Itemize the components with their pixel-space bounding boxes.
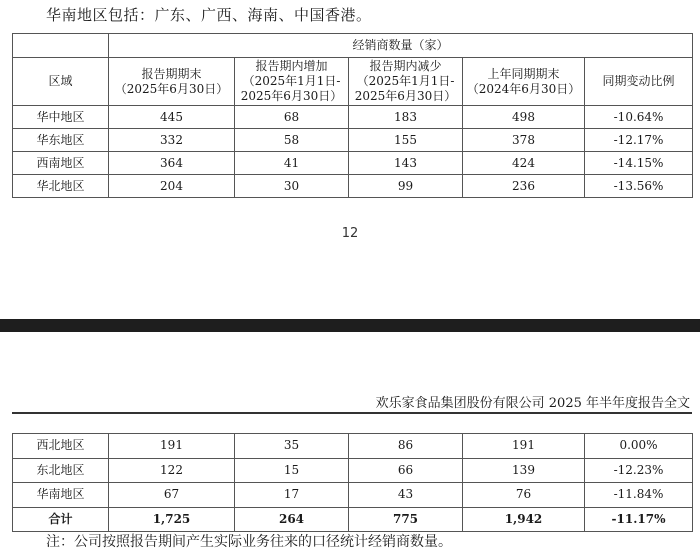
- running-header: 欢乐家食品集团股份有限公司 2025 年半年度报告全文: [375, 396, 690, 411]
- header-cell: 区域: [13, 58, 109, 106]
- dealer-table-part2: [12, 433, 693, 532]
- table-cell: 67: [109, 483, 235, 508]
- dealer-table-part1: [12, 33, 693, 198]
- table-cell: 华东地区: [13, 129, 109, 152]
- header-row: [13, 58, 693, 106]
- table-cell: 66: [349, 458, 463, 483]
- table-cell: 华中地区: [13, 106, 109, 129]
- table-cell: 华南地区: [13, 483, 109, 508]
- table-cell: 264: [235, 507, 349, 531]
- total-row: [13, 507, 693, 531]
- table-cell: 17: [235, 483, 349, 508]
- table-cell: 236: [463, 175, 585, 198]
- table-cell: 0.00%: [585, 434, 693, 459]
- table-cell: 139: [463, 458, 585, 483]
- table-cell: 332: [109, 129, 235, 152]
- table-cell: 西南地区: [13, 152, 109, 175]
- table-cell: -12.17%: [585, 129, 693, 152]
- table-row: [13, 458, 693, 483]
- table-cell: 204: [109, 175, 235, 198]
- table-cell: 东北地区: [13, 458, 109, 483]
- table-cell: 424: [463, 152, 585, 175]
- table-cell: 364: [109, 152, 235, 175]
- table-cell: 191: [463, 434, 585, 459]
- table-cell: -14.15%: [585, 152, 693, 175]
- table-row: [13, 129, 693, 152]
- table-cell: 41: [235, 152, 349, 175]
- header-cell: 报告期期末 （2025年6月30日）: [109, 58, 235, 106]
- table-cell: 498: [463, 106, 585, 129]
- header-rule: [12, 412, 692, 414]
- table-cell: 143: [349, 152, 463, 175]
- table-cell: 99: [349, 175, 463, 198]
- table-cell: 122: [109, 458, 235, 483]
- header-cell: 报告期内减少 （2025年1月1日- 2025年6月30日）: [349, 58, 463, 106]
- table-row: [13, 434, 693, 459]
- table-cell: 43: [349, 483, 463, 508]
- table-cell: 1,725: [109, 507, 235, 531]
- table-cell: -10.64%: [585, 106, 693, 129]
- header-cell: 同期变动比例: [585, 58, 693, 106]
- table-cell: 378: [463, 129, 585, 152]
- table-cell: -12.23%: [585, 458, 693, 483]
- table-cell: 76: [463, 483, 585, 508]
- table-cell: 西北地区: [13, 434, 109, 459]
- table-row: [13, 175, 693, 198]
- table-cell: 86: [349, 434, 463, 459]
- table-cell: 68: [235, 106, 349, 129]
- intro-text: 华南地区包括：广东、广西、海南、中国香港。: [46, 6, 372, 24]
- page-break-divider: [0, 319, 700, 332]
- group-header: 经销商数量（家）: [109, 34, 693, 58]
- table-row: [13, 152, 693, 175]
- table-cell: 155: [349, 129, 463, 152]
- table-cell: 445: [109, 106, 235, 129]
- footnote: 注：公司按照报告期间产生实际业务往来的口径统计经销商数量。: [46, 534, 452, 550]
- table-cell: -13.56%: [585, 175, 693, 198]
- header-cell: 上年同期期末 （2024年6月30日）: [463, 58, 585, 106]
- table-cell: 华北地区: [13, 175, 109, 198]
- table-cell: 合计: [13, 507, 109, 531]
- table-cell: 1,942: [463, 507, 585, 531]
- table-cell: 183: [349, 106, 463, 129]
- table-cell: 30: [235, 175, 349, 198]
- table-cell: 35: [235, 434, 349, 459]
- table-cell: 191: [109, 434, 235, 459]
- page-number: 12: [341, 226, 359, 241]
- header-cell: 报告期内增加 （2025年1月1日- 2025年6月30日）: [235, 58, 349, 106]
- table-cell: -11.17%: [585, 507, 693, 531]
- table-cell: 775: [349, 507, 463, 531]
- table-row: [13, 483, 693, 508]
- table-cell: 15: [235, 458, 349, 483]
- table-cell: -11.84%: [585, 483, 693, 508]
- table-row: [13, 106, 693, 129]
- table-cell: 58: [235, 129, 349, 152]
